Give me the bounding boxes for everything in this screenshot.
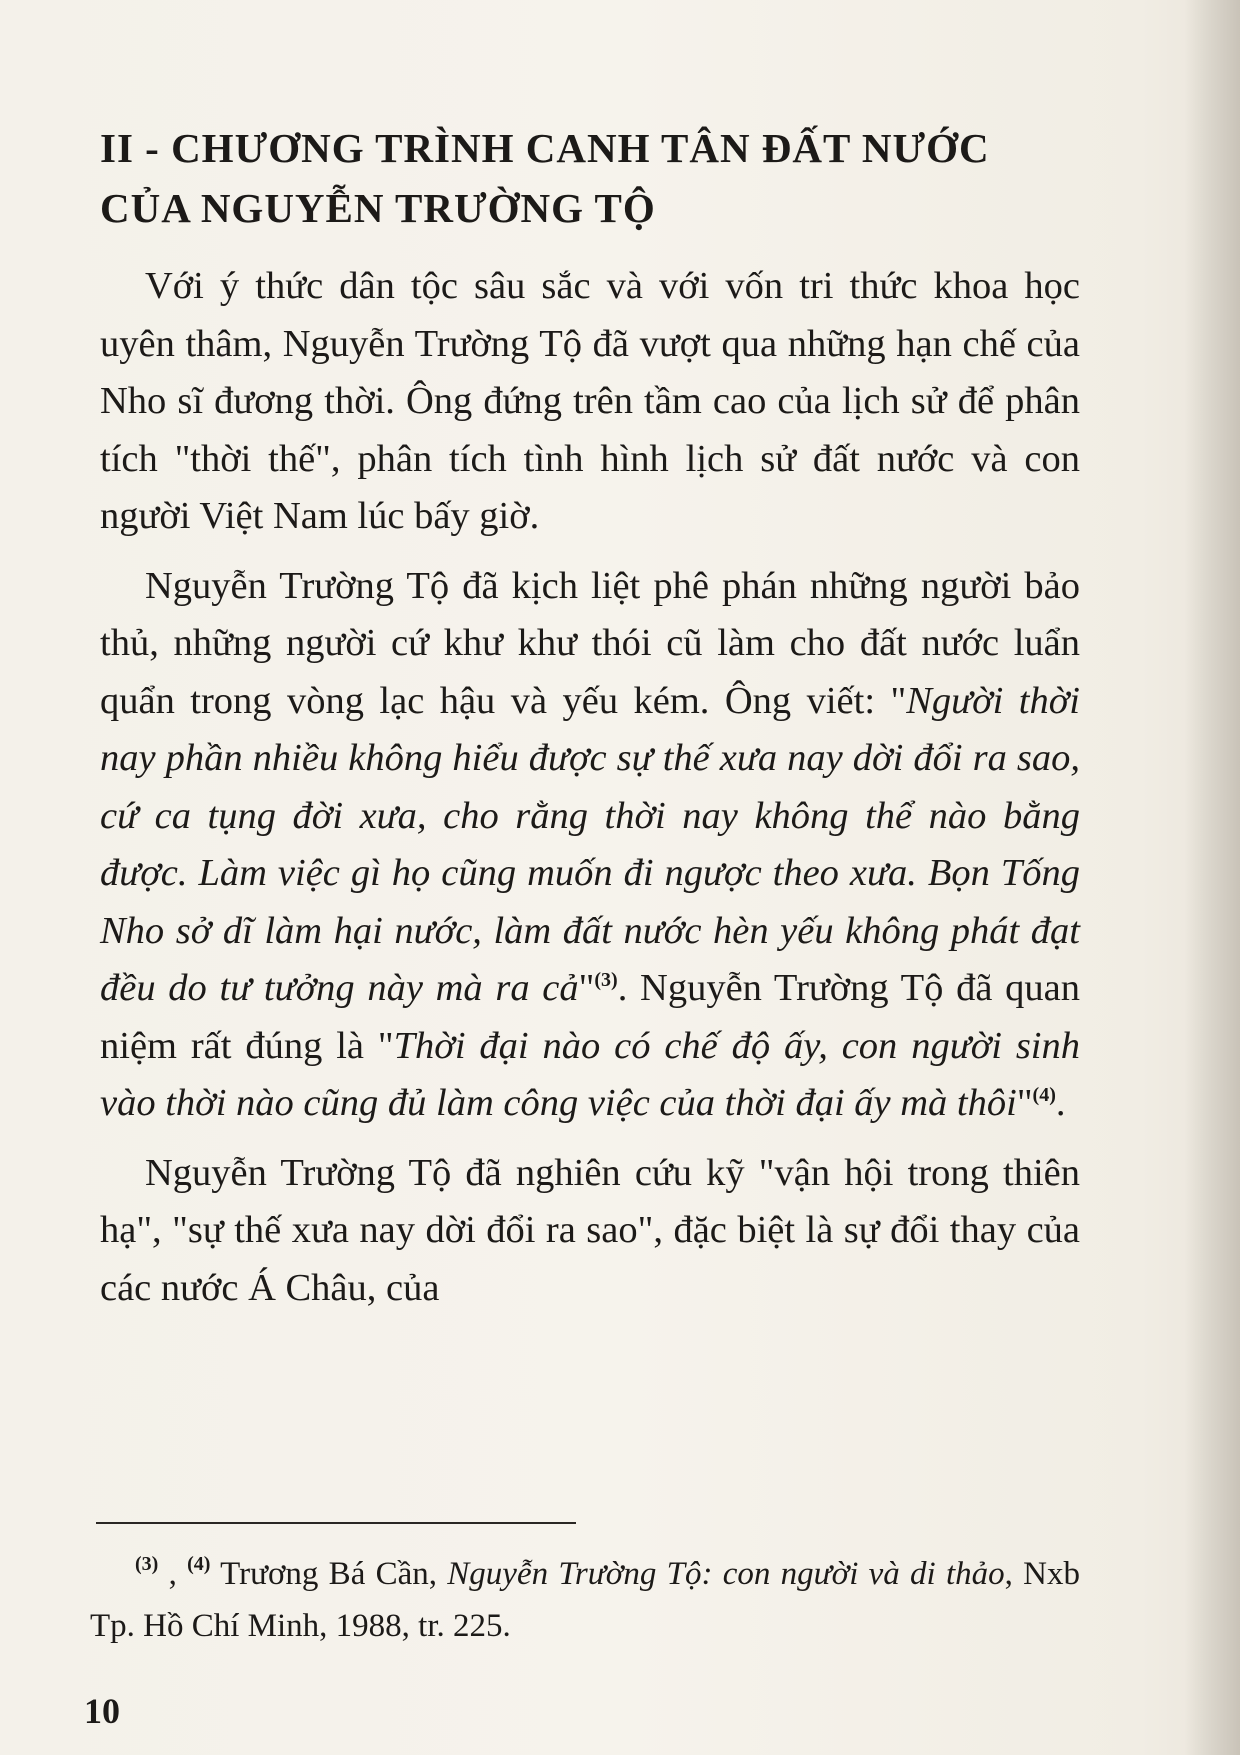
- section-heading: [100, 118, 1100, 238]
- footnote-book-title: Nguyễn Trường Tộ: con người và di thảo: [447, 1556, 1005, 1592]
- footnote-mark-3: (3): [135, 1553, 159, 1575]
- paragraph-2-intro: Nguyễn Trường Tộ đã kịch liệt phê phán những người bảo thủ, những người cứ khư khư thói cũ làm cho đất nước luẩn quẩn trong vòng lạc hậu và yếu kém. Ông viết: ": [100, 564, 1080, 722]
- paragraph-2: [100, 558, 1080, 1133]
- footnote-author: Trương Bá Cần,: [210, 1556, 448, 1592]
- footnote-divider: [96, 1522, 576, 1524]
- quote-1: Người thời nay phần nhiều không hiểu được sự thế xưa nay dời đổi ra sao, cứ ca tụng đời xưa, cho rằng thời nay không thể nào bằng được. Làm việc gì họ cũng muốn đi ngược theo xưa. Bọn Tống Nho sở dĩ làm hại nước, làm đất nước hèn yếu không phát đạt đều do tư tưởng này mà ra cả: [100, 679, 1080, 1009]
- paragraph-3: Nguyễn Trường Tộ đã nghiên cứu kỹ "vận hội trong thiên hạ", "sự thế xưa nay dời đổi ra sao", đặc biệt là sự đổi thay của các nước Á Châu, của: [100, 1151, 1080, 1309]
- section-heading-line-2: CỦA NGUYỄN TRƯỜNG TỘ: [100, 185, 656, 231]
- footnote-ref-3: (3): [594, 969, 618, 991]
- paragraph-2-middle: . Nguyễn Trường Tộ đã quan niệm rất đúng là ": [100, 967, 1080, 1067]
- section-heading-line-1: II - CHƯƠNG TRÌNH CANH TÂN ĐẤT NƯỚC: [100, 125, 990, 171]
- page-edge-shadow: [1185, 0, 1240, 1755]
- body-text: [100, 258, 1080, 1329]
- paragraph-2-end: .: [1055, 1082, 1066, 1124]
- quote-2-close: ": [1016, 1082, 1033, 1124]
- footnote-separator: ,: [158, 1556, 188, 1592]
- footnote: [90, 1548, 1080, 1652]
- footnote-ref-4: (4): [1032, 1084, 1056, 1106]
- page-number: 10: [84, 1691, 120, 1731]
- quote-1-close: ": [578, 967, 595, 1009]
- footnote-mark-4: (4): [187, 1553, 211, 1575]
- footnote-publisher: , Nxb Tp. Hồ Chí Minh, 1988, tr. 225.: [90, 1556, 1080, 1644]
- quote-2: Thời đại nào có chế độ ấy, con người sinh vào thời nào cũng đủ làm công việc của thời đại ấy mà thôi: [100, 1024, 1080, 1124]
- paragraph-1: Với ý thức dân tộc sâu sắc và với vốn tri thức khoa học uyên thâm, Nguyễn Trường Tộ đã vượt qua những hạn chế của Nho sĩ đương thời. Ông đứng trên tầm cao của lịch sử để phân tích "thời thế", phân tích tình hình lịch sử đất nước và con người Việt Nam lúc bấy giờ.: [100, 265, 1080, 537]
